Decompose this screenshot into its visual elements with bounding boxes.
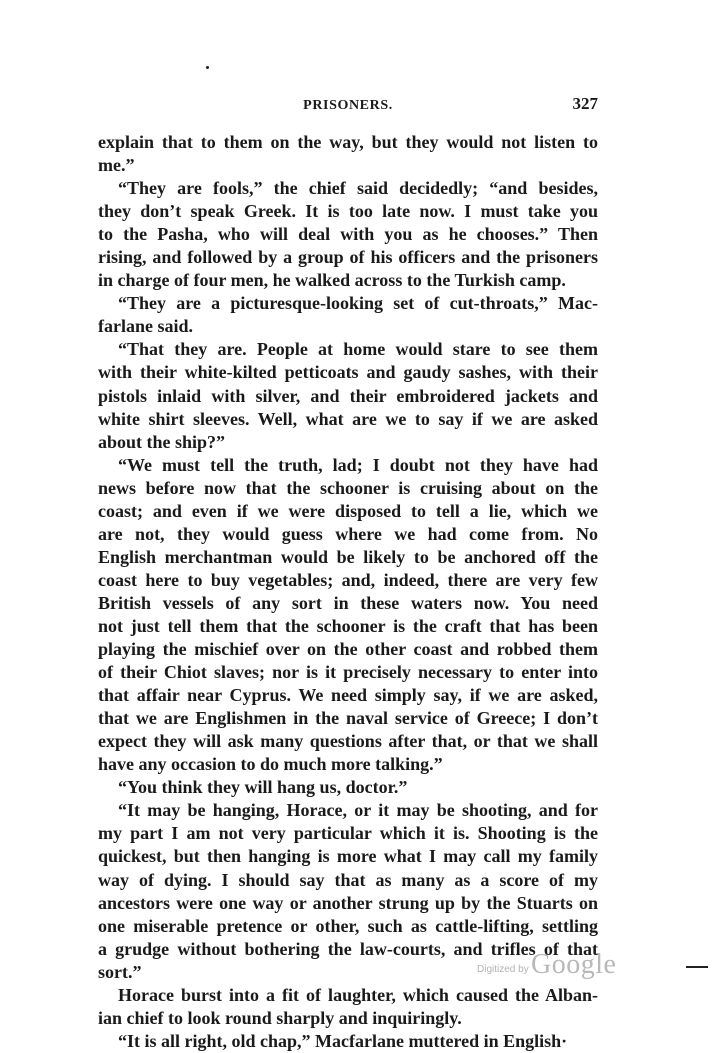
text-line: “That they are. People at home would stare to see them	[118, 339, 598, 360]
running-head	[98, 93, 598, 115]
text-line: ian chief to look round sharply and inquiringly.	[98, 1007, 462, 1028]
text-line: expect they will ask many questions after that, or that we shall	[98, 731, 598, 752]
page-number: 327	[572, 94, 598, 113]
text-line: a grudge without bothering the law-courts, and trifles of that	[98, 938, 598, 959]
text-line: pistols inlaid with silver, and their embroidered jackets and	[98, 385, 598, 406]
text-line: Horace burst into a fit of laughter, which caused the Alban-	[118, 984, 598, 1005]
digitized-by-label: Digitized by	[477, 964, 529, 975]
text-line: of their Chiot slaves; nor is it precisely necessary to enter into	[98, 662, 598, 683]
text-line: one miserable pretence or other, such as cattle-lifting, settling	[98, 915, 598, 936]
text-line: have any occasion to do much more talking.”	[98, 754, 443, 775]
text-line: in charge of four men, he walked across to the Turkish camp.	[98, 270, 566, 291]
text-line: explain that to them on the way, but they would not listen to	[98, 132, 598, 152]
text-line: British vessels of any sort in these waters now. You need	[98, 592, 598, 613]
chapter-title: PRISONERS.	[303, 98, 393, 113]
text-line: rising, and followed by a group of his officers and the prisoners	[98, 247, 598, 268]
text-line: coast; and even if we were disposed to tell a lie, which we	[98, 500, 598, 521]
text-line: quickest, but then hanging is more what I may call my family	[98, 846, 598, 867]
body-text	[98, 131, 598, 1053]
google-watermark	[477, 951, 627, 981]
text-line: with their white-kilted petticoats and gaudy sashes, with their	[98, 362, 598, 383]
text-line: they don’t speak Greek. It is too late now. I must take you	[98, 201, 598, 222]
text-line: about the ship?”	[98, 431, 226, 452]
text-line: news before now that the schooner is cruising about on the	[98, 477, 598, 498]
text-line: that affair near Cyprus. We need simply say, if we are asked,	[98, 685, 598, 706]
text-line: “They are fools,” the chief said decidedly; “and besides,	[118, 178, 598, 199]
text-line: to the Pasha, who will deal with you as he chooses.” Then	[98, 224, 598, 245]
text-line: “It may be hanging, Horace, or it may be shooting, and for	[118, 800, 598, 821]
text-line: not just tell them that the schooner is the craft that has been	[98, 615, 598, 636]
text-line: playing the mischief over on the other coast and robbed them	[98, 639, 598, 660]
text-line: sort.”	[98, 961, 142, 982]
text-line: “They are a picturesque-looking set of cut-throats,” Mac-	[118, 293, 598, 314]
text-line: farlane said.	[98, 316, 194, 337]
text-line: me.”	[98, 155, 135, 176]
page-edge-mark	[686, 966, 708, 968]
text-line: white shirt sleeves. Well, what are we to say if we are asked	[98, 408, 598, 429]
text-line: coast here to buy vegetables; and, indeed, there are very few	[98, 569, 598, 590]
ink-speck	[206, 66, 209, 69]
google-logo: Google	[531, 949, 617, 980]
text-line: are not, they would guess where we had come from. No	[98, 523, 598, 544]
text-line: “You think they will hang us, doctor.”	[118, 777, 408, 798]
text-line: that we are Englishmen in the naval service of Greece; I don’t	[98, 708, 598, 729]
text-line: my part I am not very particular which it is. Shooting is the	[98, 823, 598, 844]
text-line: way of dying. I should say that as many as a score of my	[98, 869, 598, 890]
text-line: “We must tell the truth, lad; I doubt not they have had	[118, 454, 598, 475]
text-line: ancestors were one way or another strung up by the Stuarts on	[98, 892, 598, 913]
text-line: “It is all right, old chap,” Macfarlane muttered in English·	[118, 1030, 568, 1051]
text-line: English merchantman would be likely to be anchored off the	[98, 546, 598, 567]
